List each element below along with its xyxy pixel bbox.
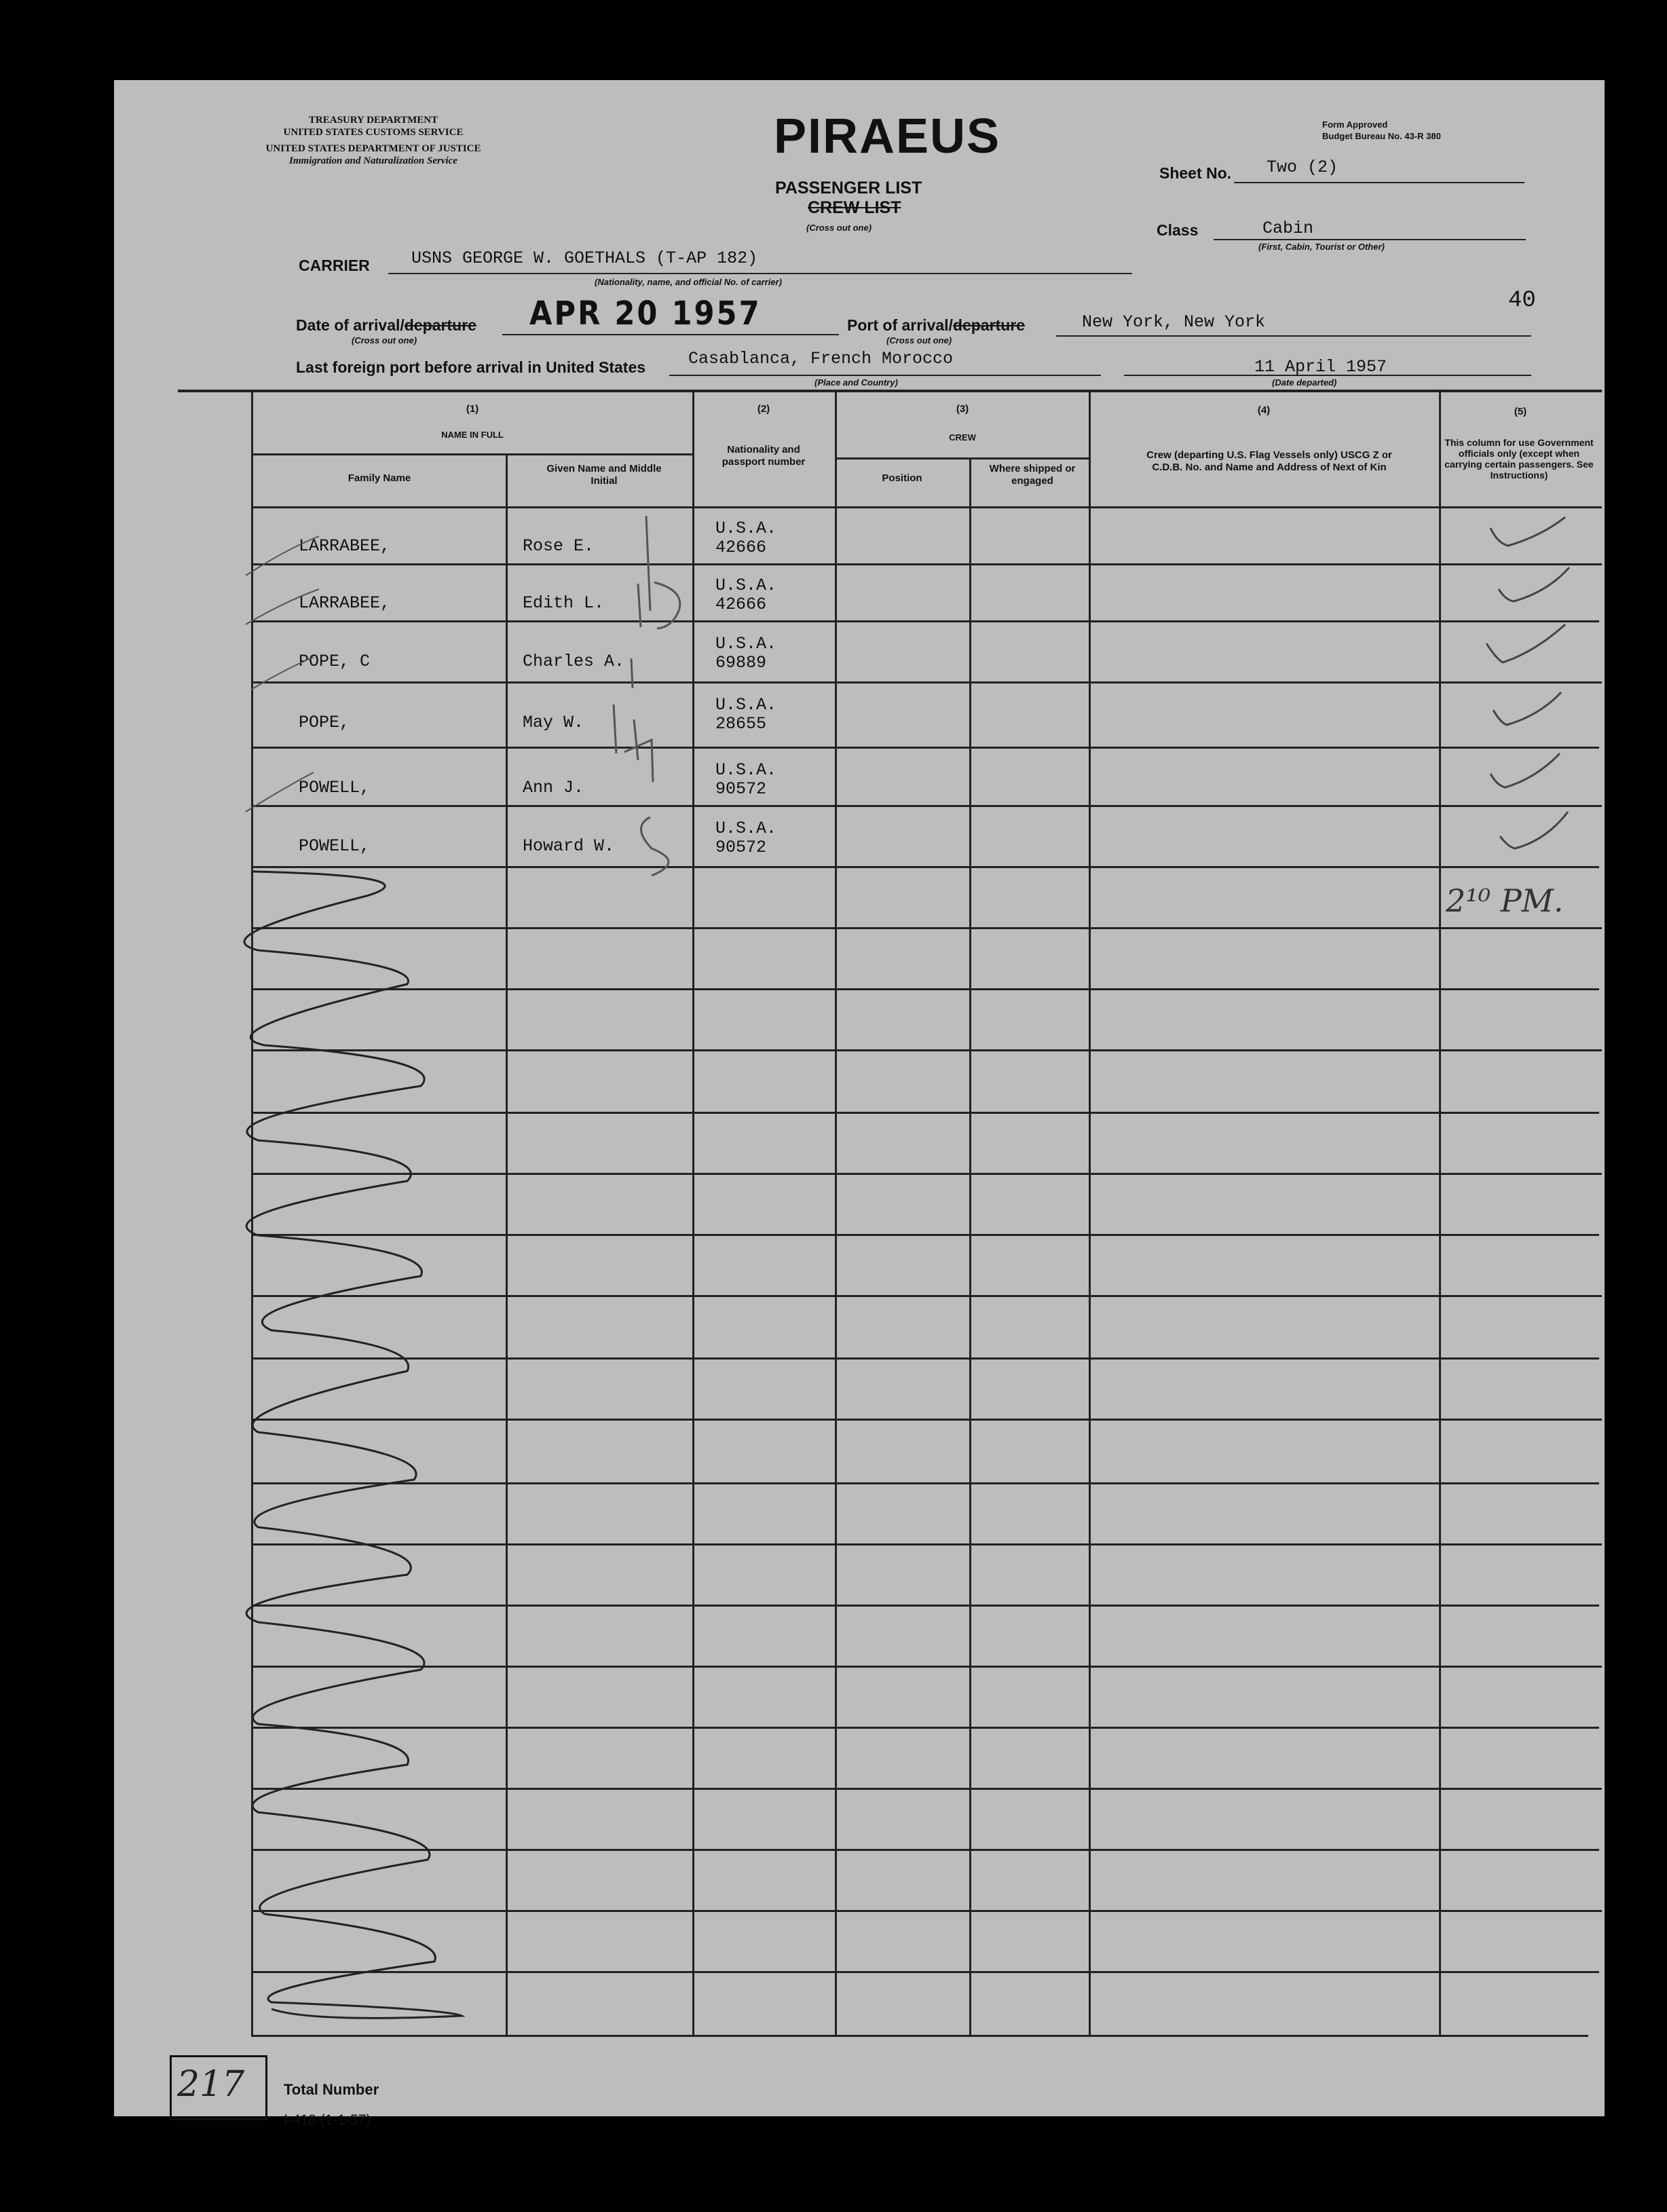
given-name-cell: Howard W. — [523, 836, 615, 856]
next-of-kin-header: Crew (departing U.S. Flag Vessels only) USCG Z or C.D.B. No. and Name and Address of Next of Kin — [1146, 449, 1392, 473]
family-name-cell: POWELL, — [299, 778, 371, 798]
given-name-header: Given Name and Middle Initial — [546, 463, 662, 487]
carrier-label: CARRIER — [299, 257, 370, 274]
nationality-cell: U.S.A. — [715, 760, 777, 780]
carrier-value: USNS GEORGE W. GOETHALS (T-AP 182) — [411, 248, 758, 268]
class-value: Cabin — [1262, 219, 1314, 238]
given-name-cell: Charles A. — [523, 652, 625, 671]
budget-bureau: Budget Bureau No. 43-R 380 — [1322, 131, 1441, 141]
position-header: Position — [882, 472, 922, 484]
cross-out-note: (Cross out one) — [806, 223, 872, 233]
passport-cell: 42666 — [715, 538, 767, 557]
arrival-port-value: New York, New York — [1082, 312, 1266, 332]
given-name-cell: Ann J. — [523, 778, 584, 798]
passport-cell: 90572 — [715, 779, 767, 799]
customs-text: UNITED STATES CUSTOMS SERVICE — [283, 127, 464, 138]
given-name-cell: May W. — [523, 713, 584, 732]
family-name-cell: LARRABEE, — [299, 593, 391, 613]
total-number-value: 217 — [177, 2064, 245, 2105]
passport-cell: 90572 — [715, 838, 767, 857]
given-name-cell: Rose E. — [523, 536, 595, 556]
check-marks — [1486, 517, 1569, 848]
last-port-label: Last foreign port before arrival in United States — [296, 358, 646, 376]
departure-struck: departure — [404, 316, 476, 334]
nationality-cell: U.S.A. — [715, 819, 777, 838]
departure-port-struck: departure — [952, 316, 1026, 334]
initials-marks — [614, 516, 680, 876]
shipped-header: Where shipped or engaged — [989, 463, 1076, 487]
name-strikes — [246, 536, 319, 812]
passport-cell: 42666 — [715, 595, 767, 614]
nationality-cell: U.S.A. — [715, 519, 777, 538]
form-approved: Form Approved — [1322, 119, 1388, 130]
passport-cell: 69889 — [715, 653, 767, 673]
col1-title: NAME IN FULL — [441, 430, 504, 440]
nationality-cell: U.S.A. — [715, 695, 777, 715]
passport-cell: 28655 — [715, 714, 767, 734]
col2-number: (2) — [757, 403, 770, 415]
family-name-cell: LARRABEE, — [299, 536, 391, 556]
cancel-zigzag — [244, 871, 462, 2018]
class-label: Class — [1157, 221, 1199, 239]
total-number-box — [170, 2055, 267, 2120]
last-port-value: Casablanca, French Morocco — [688, 349, 954, 369]
family-name-cell: POPE, C — [299, 652, 371, 671]
family-name-header: Family Name — [348, 472, 411, 484]
nationality-cell: U.S.A. — [715, 634, 777, 654]
crew-header: CREW — [949, 432, 976, 443]
sheet-label: Sheet No. — [1159, 164, 1232, 182]
family-name-cell: POWELL, — [299, 836, 371, 856]
col4-number: (4) — [1257, 405, 1271, 416]
col5-number: (5) — [1514, 406, 1527, 417]
col1-number: (1) — [466, 403, 479, 415]
given-name-cell: Edith L. — [523, 593, 605, 613]
ins-text: Immigration and Naturalization Service — [289, 155, 457, 166]
total-number-label: Total Number — [284, 2081, 379, 2098]
arrival-port-cross-note: (Cross out one) — [886, 335, 952, 345]
family-name-cell: POPE, — [299, 713, 350, 732]
class-note: (First, Cabin, Tourist or Other) — [1258, 242, 1385, 252]
sheet-value: Two (2) — [1267, 157, 1338, 177]
list-type: PASSENGER LIST — [775, 179, 922, 198]
form-number: I-418 (1-1-57) — [284, 2112, 371, 2128]
official-use-header: This column for use Government officials only (except when carrying certain passengers. See Instructions) — [1444, 437, 1594, 481]
col3-number: (3) — [956, 403, 969, 415]
arrival-port-text: Port of arrival/ — [847, 316, 953, 334]
handwritten-time: 2¹⁰ PM. — [1446, 882, 1564, 919]
crew-list-struck: CREW LIST — [808, 198, 901, 217]
carrier-note: (Nationality, name, and official No. of carrier) — [595, 277, 782, 287]
arrival-date-stamp: APR 20 1957 — [529, 295, 762, 333]
page-number: 40 — [1508, 288, 1536, 314]
nationality-header: Nationality and passport number — [722, 444, 806, 468]
date-departed-value: 11 April 1957 — [1254, 357, 1387, 377]
arrival-date-text: Date of arrival/ — [296, 316, 405, 334]
date-departed-note: (Date departed) — [1272, 377, 1337, 388]
justice-text: UNITED STATES DEPARTMENT OF JUSTICE — [265, 143, 481, 154]
nationality-cell: U.S.A. — [715, 576, 777, 595]
port-title: PIRAEUS — [774, 109, 1001, 164]
place-country-note: (Place and Country) — [814, 377, 898, 388]
treasury-text: TREASURY DEPARTMENT — [308, 115, 438, 126]
arrival-date-cross-note: (Cross out one) — [352, 335, 417, 345]
